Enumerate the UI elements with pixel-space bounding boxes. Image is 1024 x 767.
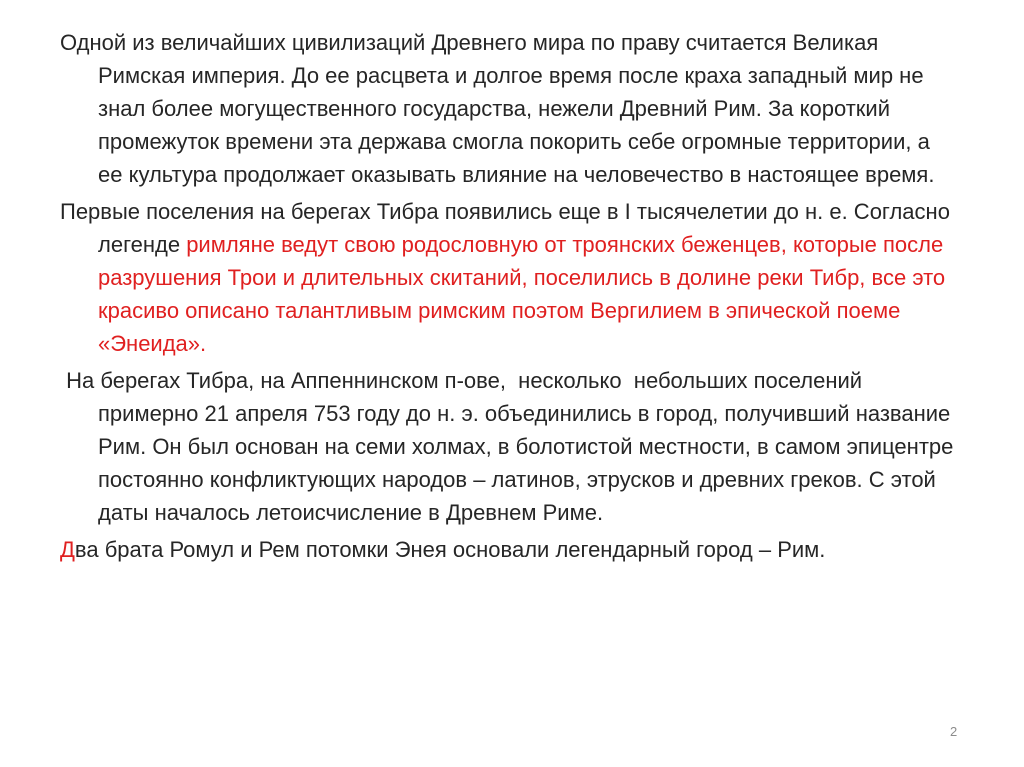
- paragraph-text: ва брата Ромул и Рем потомки Энея основали легендарный город – Рим.: [74, 537, 826, 562]
- paragraph-first-settlements: [60, 195, 960, 360]
- slide-body: [60, 26, 960, 570]
- paragraph-founding-of-rome: На берегах Тибра, на Аппеннинском п-ове, несколько небольших поселений примерно 21 апреля 753 году до н. э. объединились в город, получивший название Рим. Он был основан на семи холмах, в болотистой местности, в самом эпицентре постоянно конфликтующих народов – латинов, этрусков и древних греков. С этой даты началось летоисчисление в Древнем Риме.: [60, 368, 960, 525]
- paragraph-romulus-remus: [60, 533, 960, 566]
- paragraph-roman-empire-intro: Одной из величайших цивилизаций Древнего мира по праву считается Великая Римская империя. До ее расцвета и долгое время после краха западный мир не знал более могущественного государства, нежели Древний Рим. За короткий промежуток времени эта держава смогла покорить себе огромные территории, а ее культура продолжает оказывать влияние на человечество в настоящее время.: [60, 30, 935, 187]
- drop-letter: Д: [60, 537, 75, 562]
- highlighted-legend-text: римляне ведут свою родословную от троянских беженцев, которые после разрушения Трои и длительных скитаний, поселились в долине реки Тибр, все это красиво описано талантливым римским поэтом Вергилием в эпической поеме «Энеида».: [98, 232, 946, 356]
- page-number: 2: [950, 724, 958, 739]
- paragraph-text: Первые поселения на берегах Тибра появились еще в I тысячелетии до н. е. Согласно легенде: [60, 199, 950, 257]
